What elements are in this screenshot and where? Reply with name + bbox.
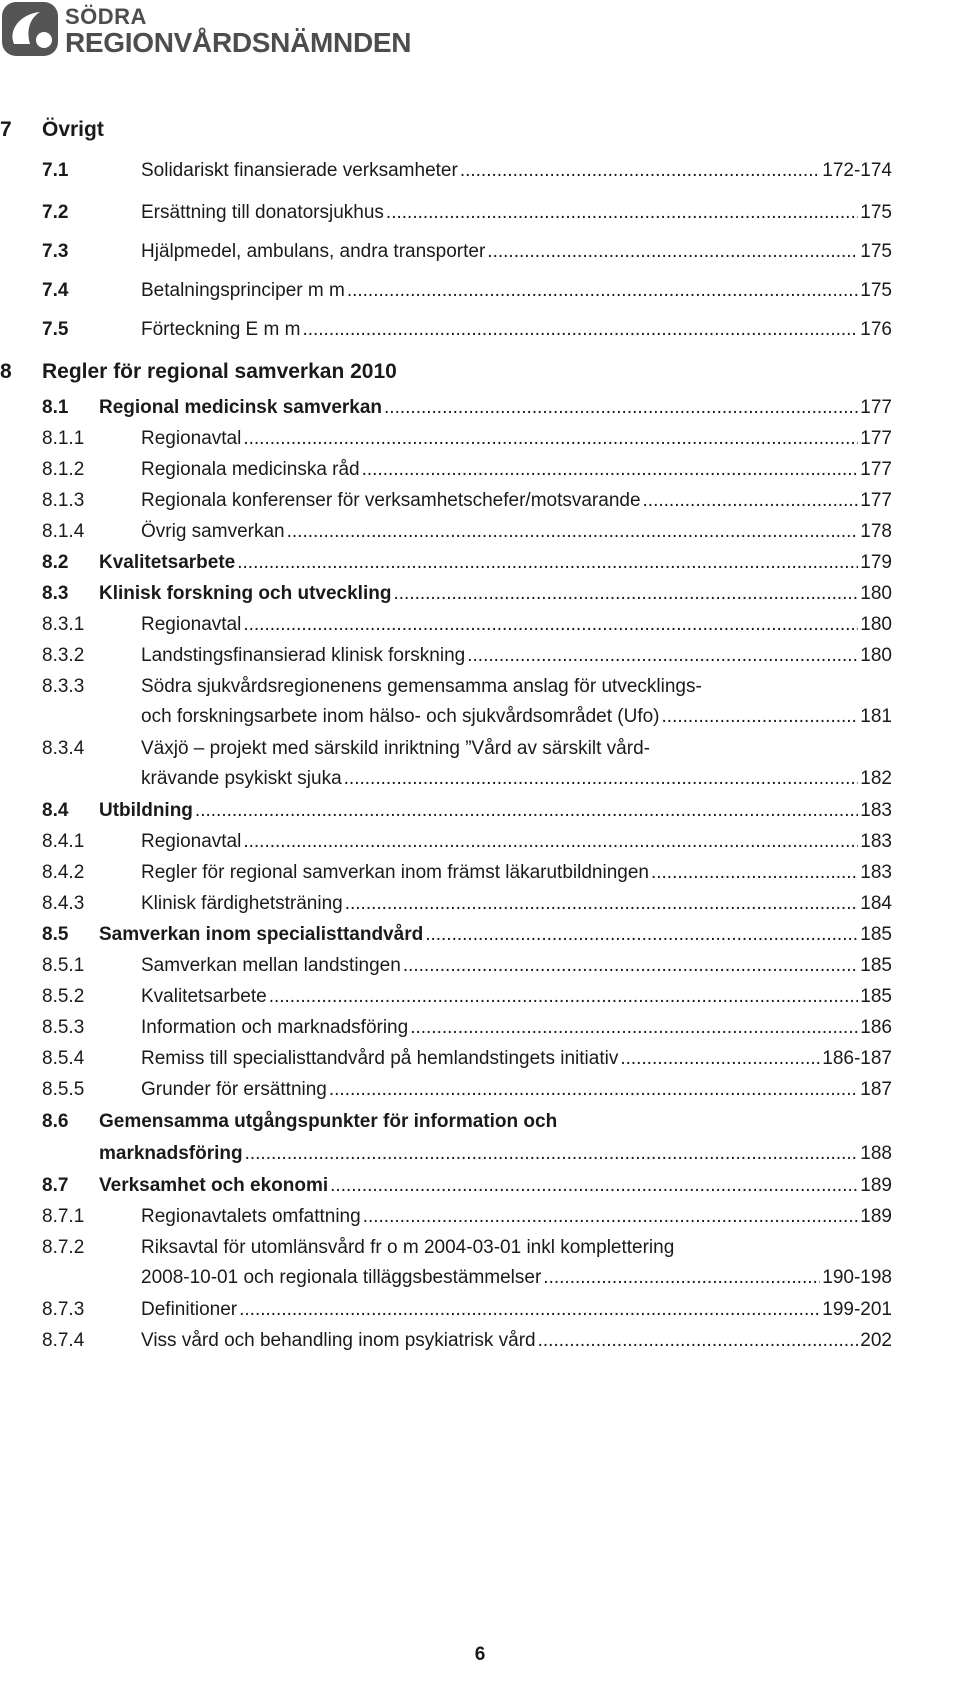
section-title: Regionala medicinska råd — [141, 459, 360, 480]
section-title-line-2: och forskningsarbete inom hälso- och sjukvårdsområdet (Ufo) — [141, 706, 660, 727]
section-title: Regionavtalets omfattning — [141, 1206, 361, 1227]
section-number: 8.4.1 — [42, 831, 85, 852]
section-title: Solidariskt finansierade verksamheter — [141, 160, 458, 181]
page-ref: 177 — [860, 490, 892, 511]
section-title: Samverkan mellan landstingen — [141, 955, 401, 976]
section-number: 8.7.2 — [42, 1237, 85, 1258]
page-ref: 185 — [860, 986, 892, 1007]
section-number: 8.4.2 — [42, 862, 85, 883]
page-ref: 182 — [860, 768, 892, 789]
section-title: Regionavtal — [141, 614, 242, 635]
page-ref: 178 — [860, 521, 892, 542]
page-ref: 177 — [860, 397, 892, 418]
section-number: 8.2 — [42, 552, 69, 573]
section-title: Klinisk forskning och utveckling — [99, 583, 392, 604]
section-number: 8.4 — [42, 800, 69, 821]
section-title: Landstingsfinansierad klinisk forskning — [141, 645, 466, 666]
section-title: Betalningsprinciper m m — [141, 280, 345, 301]
page-ref: 180 — [860, 614, 892, 635]
section-title-line-1: Gemensamma utgångspunkter för information och — [99, 1111, 558, 1132]
section-number: 7.3 — [42, 241, 69, 262]
page-ref: 189 — [860, 1175, 892, 1196]
page-ref: 188 — [860, 1143, 892, 1164]
section-title: Remiss till specialisttandvård på hemlandstingets initiativ — [141, 1048, 619, 1069]
section-number: 8.3.4 — [42, 738, 85, 759]
page-ref: 184 — [860, 893, 892, 914]
section-title: Grunder för ersättning — [141, 1079, 327, 1100]
section-title: Regional medicinsk samverkan — [99, 397, 383, 418]
section-number: 8.5.1 — [42, 955, 85, 976]
section-number: 8.5.4 — [42, 1048, 85, 1069]
section-number: 8.7.1 — [42, 1206, 85, 1227]
section-number: 8.5.3 — [42, 1017, 85, 1038]
logo-mark-icon — [0, 0, 60, 58]
page-ref: 180 — [860, 645, 892, 666]
page-ref: 183 — [860, 831, 892, 852]
chapter-number: 7 — [0, 118, 12, 141]
section-title: Ersättning till donatorsjukhus — [141, 202, 384, 223]
section-number: 8.5.5 — [42, 1079, 85, 1100]
section-number: 8.7 — [42, 1175, 69, 1196]
section-title: Verksamhet och ekonomi — [99, 1175, 329, 1196]
section-title: Regionavtal — [141, 428, 242, 449]
section-title-line-1: Riksavtal för utomlänsvård fr o m 2004-03-01 inkl komplettering — [141, 1237, 675, 1258]
section-title: Utbildning — [99, 800, 193, 821]
page-ref: 189 — [860, 1206, 892, 1227]
section-title: Viss vård och behandling inom psykiatrisk vård — [141, 1330, 536, 1351]
section-number: 8.7.4 — [42, 1330, 85, 1351]
page-ref: 177 — [860, 459, 892, 480]
section-title-line-2: marknadsföring — [99, 1143, 243, 1164]
section-number: 8.3.2 — [42, 645, 85, 666]
logo — [0, 0, 412, 62]
page-ref: 172-174 — [822, 160, 892, 181]
section-title: Förteckning E m m — [141, 319, 301, 340]
section-number: 8.5.2 — [42, 986, 85, 1007]
page-number: 6 — [474, 1644, 486, 1665]
section-number: 7.1 — [42, 160, 69, 181]
page-ref: 185 — [860, 955, 892, 976]
section-title: Definitioner — [141, 1299, 238, 1320]
page-ref: 186-187 — [822, 1048, 892, 1069]
section-title-line-1: Växjö – projekt med särskild inriktning ”Vård av särskilt vård- — [141, 738, 650, 759]
page-ref: 180 — [860, 583, 892, 604]
section-number: 8.6 — [42, 1111, 69, 1132]
page-ref: 179 — [860, 552, 892, 573]
page-ref: 185 — [860, 924, 892, 945]
section-number: 8.7.3 — [42, 1299, 85, 1320]
section-title: Samverkan inom specialisttandvård — [99, 924, 424, 945]
page-ref: 190-198 — [822, 1267, 892, 1288]
page-ref: 177 — [860, 428, 892, 449]
section-title: Kvalitetsarbete — [99, 552, 236, 573]
chapter-title: Övrigt — [42, 118, 104, 141]
section-title-line-2: 2008-10-01 och regionala tilläggsbestämmelser — [141, 1267, 542, 1288]
section-title: Regler för regional samverkan inom främst läkarutbildningen — [141, 862, 649, 883]
section-number: 8.4.3 — [42, 893, 85, 914]
section-number: 8.1.1 — [42, 428, 85, 449]
page-ref: 175 — [860, 280, 892, 301]
section-title: Övrig samverkan — [141, 521, 285, 542]
section-title: Kvalitetsarbete — [141, 986, 267, 1007]
section-number: 8.3.3 — [42, 676, 85, 697]
section-title: Klinisk färdighetsträning — [141, 893, 343, 914]
logo-text-top: SÖDRA — [65, 4, 147, 29]
section-number: 7.4 — [42, 280, 69, 301]
section-title: Information och marknadsföring — [141, 1017, 409, 1038]
page-ref: 199-201 — [822, 1299, 892, 1320]
section-title: Hjälpmedel, ambulans, andra transporter — [141, 241, 486, 262]
page-ref: 202 — [860, 1330, 892, 1351]
section-number: 8.1.3 — [42, 490, 85, 511]
page-ref: 175 — [860, 202, 892, 223]
section-title-line-1: Södra sjukvårdsregionenens gemensamma anslag för utvecklings- — [141, 676, 702, 697]
section-number: 8.1.4 — [42, 521, 85, 542]
page-ref: 183 — [860, 800, 892, 821]
chapter-title: Regler för regional samverkan 2010 — [42, 360, 397, 383]
section-title: Regionala konferenser för verksamhetschefer/motsvarande — [141, 490, 641, 511]
section-number: 8.3.1 — [42, 614, 85, 635]
section-number: 7.2 — [42, 202, 69, 223]
page-ref: 181 — [860, 706, 892, 727]
section-number: 8.1.2 — [42, 459, 85, 480]
logo-text-bottom: REGIONVÅRDSNÄMNDEN — [65, 27, 412, 58]
page-ref: 187 — [860, 1079, 892, 1100]
page-ref: 176 — [860, 319, 892, 340]
page-ref: 186 — [860, 1017, 892, 1038]
section-number: 8.5 — [42, 924, 69, 945]
page-ref: 183 — [860, 862, 892, 883]
section-number: 8.1 — [42, 397, 69, 418]
section-title-line-2: krävande psykiskt sjuka — [141, 768, 342, 789]
page-ref: 175 — [860, 241, 892, 262]
section-title: Regionavtal — [141, 831, 242, 852]
section-number: 7.5 — [42, 319, 69, 340]
chapter-number: 8 — [0, 360, 12, 383]
section-number: 8.3 — [42, 583, 69, 604]
